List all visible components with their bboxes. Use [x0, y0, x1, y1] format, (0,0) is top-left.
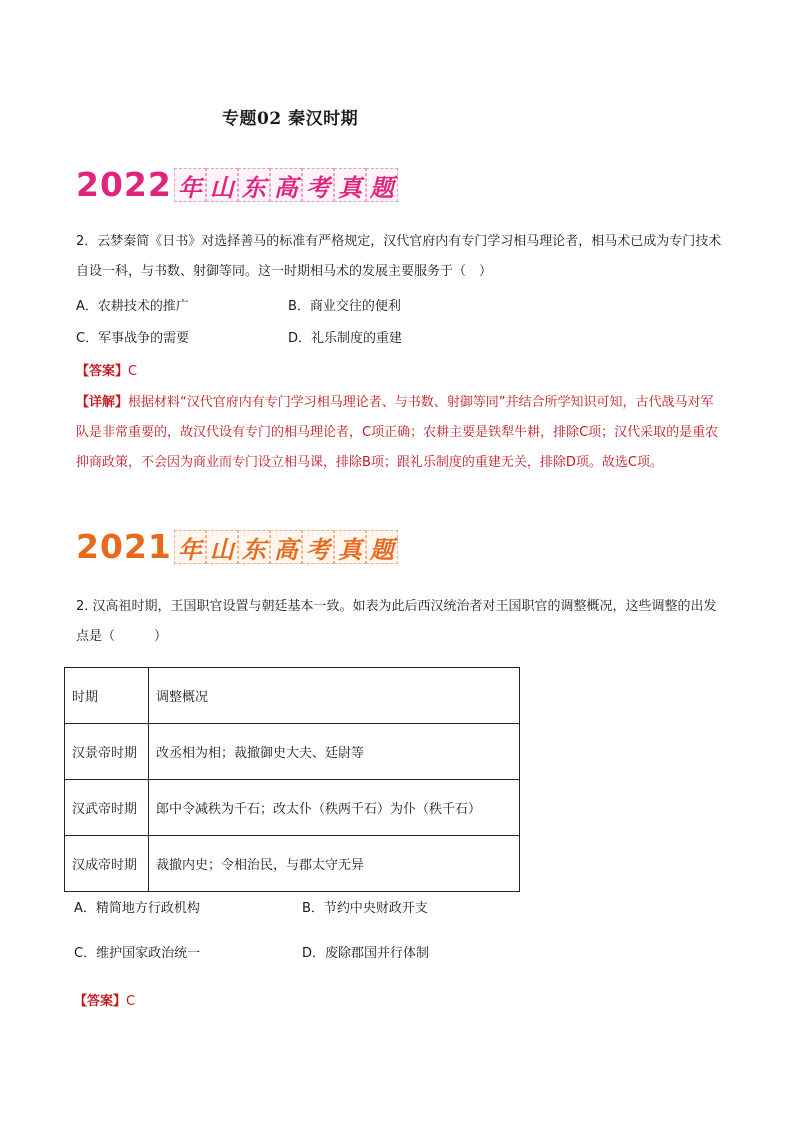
banner-char: 年 [174, 530, 206, 564]
banner-2022 [76, 166, 398, 204]
banner-char: 题 [366, 530, 398, 564]
question-stem-2021: 2. 汉高祖时期，王国职官设置与朝廷基本一致。如表为此后西汉统治者对王国职官的调整概况，这些调整的出发点是（ ） [76, 599, 717, 644]
answer-tag: 【答案】 [76, 364, 129, 379]
detail-2022 [76, 388, 726, 478]
page-title: 专题02 秦汉时期 [222, 109, 359, 129]
table-header-cell: 调整概况 [149, 668, 520, 724]
table-cell: 汉武帝时期 [65, 780, 149, 836]
banner-char: 高 [270, 530, 302, 564]
answer-value: C [128, 364, 138, 379]
banner-char: 考 [302, 530, 334, 564]
banner-char: 真 [334, 530, 366, 564]
answer-tag: 【答案】 [74, 994, 127, 1009]
table-cell: 裁撤内史；令相治民，与郡太守无异 [149, 836, 520, 892]
table-cell: 汉景帝时期 [65, 724, 149, 780]
banner-year: 2022 [76, 165, 172, 204]
table-cell: 汉成帝时期 [65, 836, 149, 892]
adjustment-table [64, 667, 520, 892]
banner-char: 山 [206, 530, 238, 564]
banner-char: 东 [238, 168, 270, 202]
banner-char: 真 [334, 168, 366, 202]
answer-2022 [76, 360, 137, 379]
banner-year: 2021 [76, 527, 172, 566]
option-a: A．精简地方行政机构 [74, 901, 200, 916]
table-row [65, 836, 520, 892]
option-c: C．军事战争的需要 [76, 331, 190, 346]
detail-text: 根据材料“汉代官府内有专门学习相马理论者、与书数、射御等同”并结合所学知识可知，古代战马对军队是非常重要的，故汉代设有专门的相马理论者，C项正确；农耕主要是铁犁牛耕，排除C项；汉代采取的是重农抑商政策，不会因为商业而专门设立相马课，排除B项；跟礼乐制度的重建无关，排除D项。故选C项。 [76, 395, 719, 470]
banner-char: 年 [174, 168, 206, 202]
question-stem-2022: 2．云梦秦简《日书》对选择善马的标准有严格规定，汉代官府内有专门学习相马理论者，相马术已成为专门技术自设一科，与书数、射御等同。这一时期相马术的发展主要服务于（ ） [76, 234, 722, 279]
option-d: D．废除郡国并行体制 [302, 946, 430, 961]
table-header-cell: 时期 [65, 668, 149, 724]
banner-char: 高 [270, 168, 302, 202]
banner-char: 题 [366, 168, 398, 202]
table-cell: 改丞相为相；裁撤御史大夫、廷尉等 [149, 724, 520, 780]
banner-2021 [76, 528, 398, 566]
option-c: C．维护国家政治统一 [74, 946, 201, 961]
answer-value: C [126, 994, 136, 1009]
option-b: B．商业交往的便利 [288, 299, 401, 314]
table-header-row [65, 668, 520, 724]
table-row [65, 724, 520, 780]
banner-char: 山 [206, 168, 238, 202]
option-b: B．节约中央财政开支 [302, 901, 428, 916]
banner-char: 考 [302, 168, 334, 202]
option-a: A．农耕技术的推广 [76, 299, 189, 314]
banner-char: 东 [238, 530, 270, 564]
answer-2021 [74, 990, 135, 1009]
option-d: D．礼乐制度的重建 [288, 331, 403, 346]
table-row [65, 780, 520, 836]
table-cell: 郎中令减秩为千石；改太仆（秩两千石）为仆（秩千石） [149, 780, 520, 836]
detail-tag: 【详解】 [76, 395, 129, 410]
